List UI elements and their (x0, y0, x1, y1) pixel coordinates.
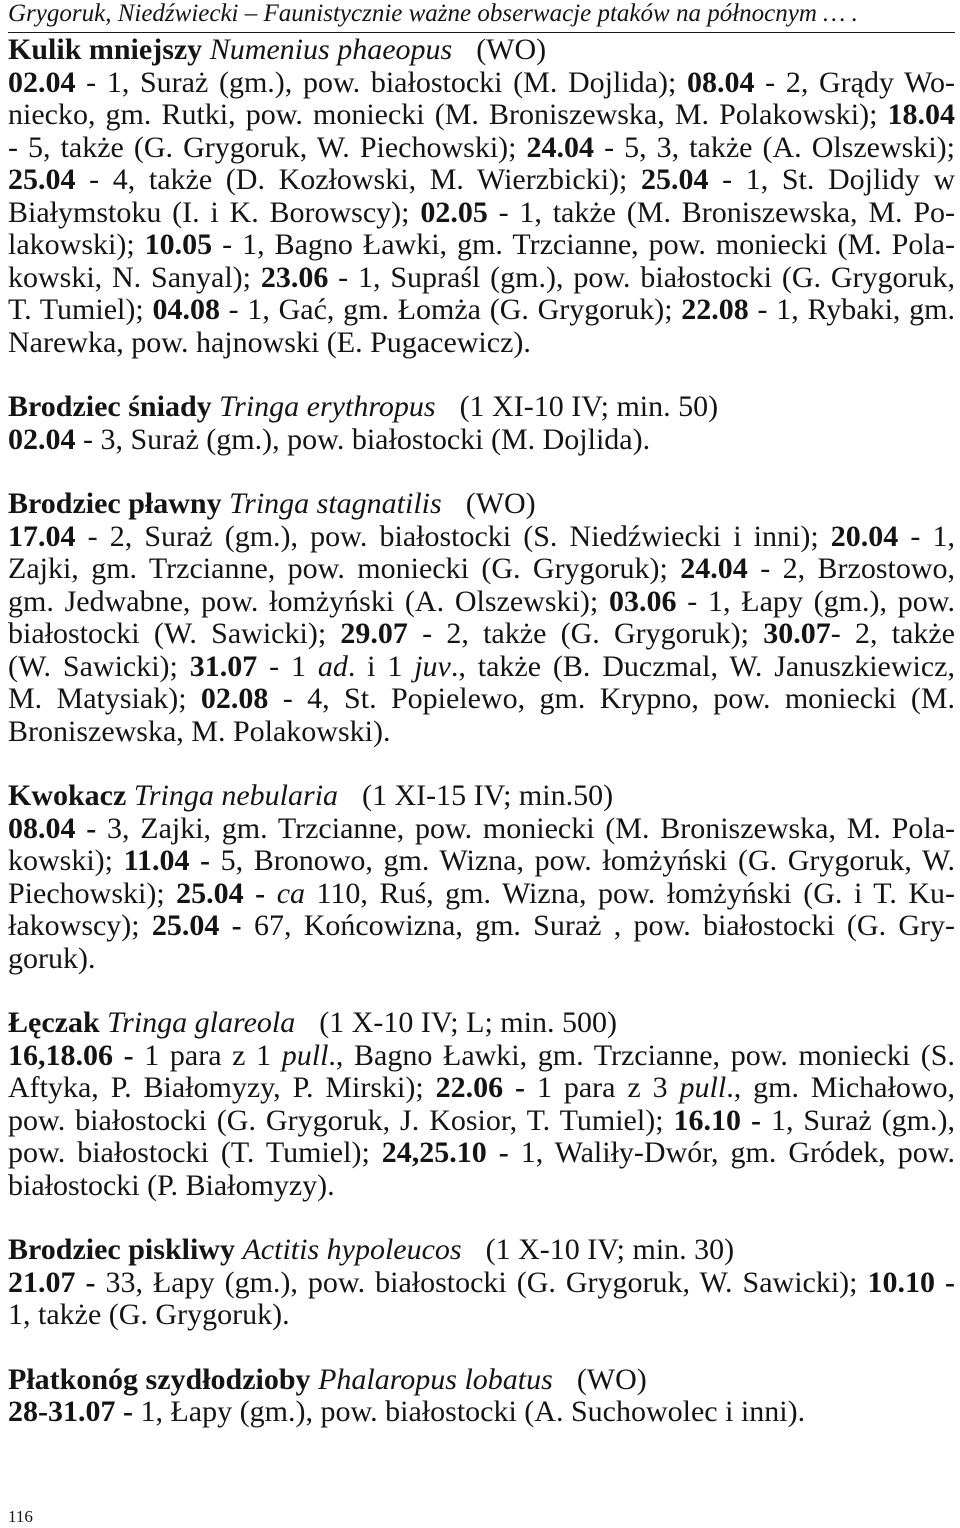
record-date: 08.04 - (8, 811, 97, 845)
record-line (8, 132, 955, 165)
record-date: 22.08 (681, 293, 749, 326)
record-text: goruk). (8, 941, 96, 975)
record-text: 67, Końcowizna, gm. Suraż , pow. białostocki (G. Gry- (241, 909, 955, 942)
species-latin-name: Tringa stagnatilis (229, 487, 442, 520)
record-date: 30.07 (763, 617, 831, 650)
record-text: 1, także (G. Grygoruk). (8, 1298, 290, 1331)
species-heading (8, 1007, 955, 1040)
species-latin-name: Phalaropus lobatus (318, 1362, 553, 1396)
record-date: 04.08 (152, 293, 220, 326)
species-entry (8, 1364, 955, 1429)
record-text: T. Tumiel); (8, 293, 153, 326)
record-line (8, 197, 955, 230)
species-records (8, 1396, 955, 1429)
species-common-name: Płatkonóg szydłodzioby (8, 1362, 311, 1396)
species-heading (8, 780, 955, 813)
record-line (8, 618, 955, 651)
record-line (8, 1170, 955, 1203)
record-text: - 1, Bagno Ławki, gm. Trzcianne, pow. moniecki (M. Pola- (212, 228, 955, 261)
record-text: - 1, także (M. Broniszewska, M. Po- (487, 195, 955, 229)
record-date: 02.04 (8, 65, 76, 99)
species-entry (8, 1234, 955, 1332)
record-text: ., także (B. Duczmal, W. Januszkiewicz, (450, 649, 955, 683)
species-records (8, 1040, 955, 1203)
record-term: juv (414, 649, 451, 683)
species-heading (8, 488, 955, 521)
record-date: 25.04 - (176, 876, 266, 910)
record-text: - 1, Supraśl (gm.), pow. białostocki (G. Grygoruk, (328, 260, 955, 294)
species-records (8, 813, 955, 976)
species-status: (1 XI-10 IV; min. 50) (459, 390, 719, 423)
record-text: - 4, St. Popielewo, gm. Krypno, pow. moniecki (M. (268, 682, 956, 715)
species-status: (WO) (476, 33, 547, 66)
record-date: 31.07 (189, 649, 258, 683)
record-text: lakowski); (8, 228, 145, 261)
record-text: - 3, Suraż (gm.), pow. białostocki (M. Dojlida). (75, 422, 651, 456)
record-line (8, 910, 955, 943)
record-term: pull (679, 1071, 727, 1104)
record-line (8, 586, 955, 619)
record-line (8, 1396, 955, 1429)
record-text: ., gm. Michałowo, (726, 1071, 956, 1104)
species-records (8, 1267, 955, 1332)
species-entry (8, 1007, 955, 1202)
record-text: 1 para z 3 (525, 1071, 680, 1104)
record-text: Białymstoku (I. i K. Borowscy); (8, 195, 421, 229)
record-line (8, 294, 955, 327)
record-line (8, 813, 955, 846)
species-records (8, 67, 955, 360)
record-date: 23.06 (260, 260, 329, 294)
record-date: 24.04 (680, 552, 748, 585)
record-text: 1, Łapy (gm.), pow. białostocki (A. Suchowolec i inni). (132, 1395, 806, 1428)
record-text: 1 para z 1 (133, 1038, 282, 1072)
record-line (8, 943, 955, 976)
record-text: - 1, Suraż (gm.), pow. białostocki (M. Dojlida); (75, 65, 687, 99)
species-common-name: Kulik mniejszy (8, 33, 203, 66)
record-date: 03.06 (608, 584, 677, 618)
species-entry (8, 488, 955, 748)
record-line (8, 327, 955, 360)
record-text: Piechowski); (8, 876, 177, 910)
record-line (8, 262, 955, 295)
record-line (8, 1267, 955, 1300)
species-records (8, 424, 955, 457)
species-entry (8, 391, 955, 456)
record-text: pow. białostocki (G. Grygoruk, J. Kosior, T. Tumiel); (8, 1103, 674, 1137)
record-text: - 1, St. Dojlidy w (708, 163, 955, 196)
species-common-name: Brodziec piskliwy (8, 1233, 235, 1266)
species-entry (8, 780, 955, 975)
record-text: Zajki, gm. Trzcianne, pow. moniecki (G. Grygoruk); (8, 552, 681, 585)
record-date: 11.04 - (123, 844, 211, 877)
record-date: 24.04 (526, 130, 595, 164)
record-text: - 2, Brzostowo, (747, 552, 955, 585)
species-latin-name: Numenius phaeopus (209, 33, 453, 66)
record-text: białostocki (P. Białomyzy). (8, 1168, 335, 1202)
record-date: 18.04 (887, 98, 955, 131)
record-text: 33, Łapy (gm.), pow. białostocki (G. Grygoruk, W. Sawicki); (95, 1265, 868, 1299)
species-status: (1 XI-15 IV; min.50) (362, 779, 614, 812)
record-text: kowski); (8, 844, 124, 877)
record-text: - 2, także (G. Grygoruk); (407, 617, 764, 650)
species-status: (1 X-10 IV; L; min. 500) (319, 1006, 617, 1039)
species-heading (8, 1234, 955, 1267)
record-line (8, 164, 955, 197)
record-term: pull (281, 1038, 329, 1072)
record-line (8, 651, 955, 684)
species-records (8, 521, 955, 749)
record-text: kowski, N. Sanyal); (8, 260, 261, 294)
record-text: - 4, także (D. Kozłowski, M. Wierzbicki); (75, 163, 641, 196)
species-common-name: Brodziec śniady (8, 390, 212, 423)
record-term: ca (276, 876, 306, 910)
record-line (8, 229, 955, 262)
species-entry (8, 34, 955, 359)
records-body (8, 34, 955, 1429)
species-latin-name: Tringa erythropus (219, 390, 436, 423)
record-line (8, 67, 955, 100)
record-text: 1, Waliły-Dwór, gm. Gródek, pow. (508, 1136, 955, 1169)
record-line (8, 845, 955, 878)
record-text: - 1 (257, 649, 318, 683)
record-term: ad (317, 649, 348, 683)
record-text: Narewka, pow. hajnowski (E. Pugacewicz). (8, 325, 531, 359)
record-text: gm. Jedwabne, pow. łomżyński (A. Olszewski); (8, 584, 609, 618)
record-line (8, 1137, 955, 1170)
record-date: 25.04 (640, 163, 709, 196)
record-text: - 5, 3, także (A. Olszewski); (594, 130, 956, 164)
record-text: - 2, także (830, 617, 955, 650)
record-date: 28-31.07 - (8, 1395, 133, 1428)
record-date: 29.07 (340, 617, 408, 650)
species-status: (WO) (576, 1362, 647, 1396)
record-line (8, 1105, 955, 1138)
species-heading (8, 1364, 955, 1397)
record-date: 21.07 - (8, 1265, 96, 1299)
record-date: 02.08 (200, 682, 269, 715)
species-latin-name: Actitis hypoleucos (242, 1233, 462, 1266)
record-date: 16.10 - (673, 1103, 761, 1137)
record-text (265, 877, 277, 910)
species-heading (8, 391, 955, 424)
page-number: 116 (8, 1507, 33, 1526)
record-line (8, 1072, 955, 1105)
record-text: - 2, Grądy Wo- (754, 65, 956, 99)
record-line (8, 683, 955, 716)
record-text: 110, Ruś, gm. Wizna, pow. łomżyński (G. i T. Ku- (305, 876, 956, 910)
running-header: Grygoruk, Niedźwiecki – Faunistycznie ważne obserwacje ptaków na północnym … . (8, 0, 858, 27)
record-line (8, 1040, 955, 1073)
record-date: 22.06 - (435, 1071, 526, 1104)
record-line (8, 521, 955, 554)
record-text: - 5, także (G. Grygoruk, W. Piechowski); (8, 130, 527, 164)
record-date: 10.05 (144, 228, 213, 261)
record-line (8, 1299, 955, 1332)
record-date: 17.04 (8, 519, 76, 553)
record-date: 02.05 (420, 195, 488, 229)
record-text: pow. białostocki (T. Tumiel); (8, 1136, 382, 1169)
record-line (8, 553, 955, 586)
record-line (8, 99, 955, 132)
record-text: M. Matysiak); (8, 682, 201, 715)
record-date: 24,25.10 - (381, 1136, 509, 1169)
record-text: 5, Bronowo, gm. Wizna, pow. łomżyński (G. Grygoruk, W. (210, 844, 955, 877)
species-common-name: Łęczak (8, 1006, 100, 1039)
record-text: . i 1 (347, 649, 415, 683)
record-date: 25.04 (8, 163, 76, 196)
record-text: niecko, gm. Rutki, pow. moniecki (M. Broniszewska, M. Polakowski); (8, 98, 888, 131)
record-text: - 1, (898, 519, 955, 553)
species-common-name: Kwokacz (8, 779, 127, 812)
record-text: Broniszewska, M. Polakowski). (8, 714, 391, 748)
species-heading (8, 34, 955, 67)
record-text: - 1, Gać, gm. Łomża (G. Grygoruk); (219, 293, 682, 326)
record-date: 20.04 (830, 519, 899, 553)
species-status: (1 X-10 IV; min. 30) (485, 1233, 735, 1266)
record-date: 25.04 - (151, 909, 242, 942)
species-latin-name: Tringa glareola (107, 1006, 296, 1039)
record-line (8, 716, 955, 749)
record-line (8, 878, 955, 911)
record-date: 16,18.06 - (8, 1038, 134, 1072)
record-text: (W. Sawicki); (8, 649, 190, 683)
record-text: 3, Zajki, gm. Trzcianne, pow. moniecki (M. Broniszewska, M. Pola- (96, 811, 955, 845)
species-status: (WO) (465, 487, 536, 520)
record-date: 08.04 (687, 65, 755, 99)
record-text: - 2, Suraż (gm.), pow. białostocki (S. Niedźwiecki i inni); (75, 519, 831, 553)
record-line (8, 424, 955, 457)
record-date: 02.04 (8, 422, 76, 456)
record-text: - 1, Rybaki, gm. (748, 293, 955, 326)
species-latin-name: Tringa nebularia (133, 779, 339, 812)
record-text: łakowscy); (8, 909, 152, 942)
record-text: Aftyka, P. Białomyzy, P. Mirski); (8, 1071, 436, 1104)
record-text: białostocki (W. Sawicki); (8, 617, 341, 650)
record-text: ., Bagno Ławki, gm. Trzcianne, pow. moniecki (S. (328, 1038, 955, 1072)
species-common-name: Brodziec pławny (8, 487, 222, 520)
record-text: 1, Suraż (gm.), (760, 1103, 956, 1137)
record-date: 10.10 - (867, 1265, 955, 1299)
record-text: - 1, Łapy (gm.), pow. (676, 584, 955, 618)
